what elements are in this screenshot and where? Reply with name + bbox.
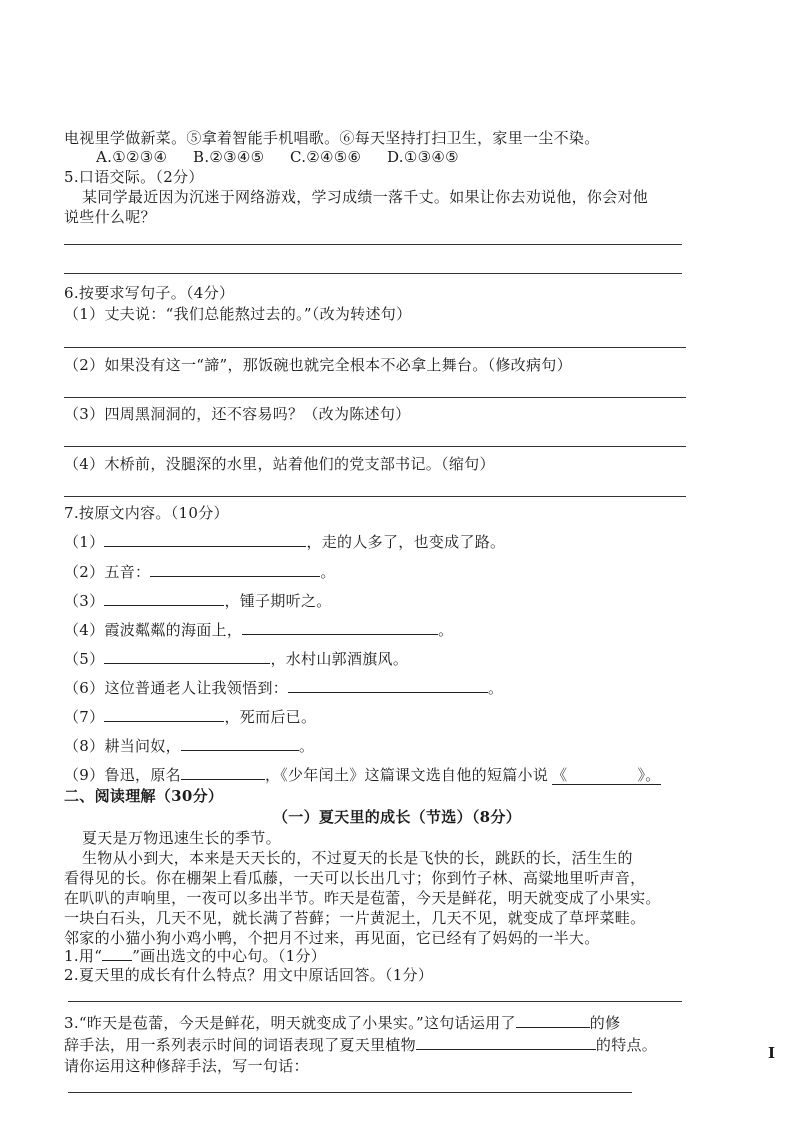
q6-item-2: （2）如果没有这一“諦”，那饭碗也就完全根本不必拿上舞台。（修改病句） xyxy=(64,356,572,374)
reading-q3-answer-line[interactable] xyxy=(68,1092,632,1093)
q6-item-1: （1）丈夫说：“我们总能熬过去的。”（改为转述句） xyxy=(64,305,412,323)
q7-item-2: （2）五音： 。 xyxy=(64,563,336,581)
q5-answer-line-1[interactable] xyxy=(64,244,682,245)
q6-answer-line-2[interactable] xyxy=(64,397,686,398)
q7-blank-8[interactable] xyxy=(181,735,299,751)
q7-blank-3[interactable] xyxy=(104,590,224,606)
q5-text-line2: 说些什么呢？ xyxy=(64,208,156,226)
q6-answer-line-1[interactable] xyxy=(64,347,686,348)
q7-blank-7[interactable] xyxy=(104,706,224,722)
reading-q3-line3: 请你运用这种修辞手法，写一句话： xyxy=(64,1057,309,1075)
q6-answer-line-3[interactable] xyxy=(64,446,686,447)
q5-answer-line-2[interactable] xyxy=(64,273,682,274)
q4-options xyxy=(96,147,484,167)
q6-item-4: （4）木桥前，没腿深的水里，站着他们的党支部书记。（缩句） xyxy=(64,455,495,473)
q7-item-6: （6）这位普通老人让我领悟到： 。 xyxy=(64,679,504,697)
q7-title: 7.按原文内容。（10分） xyxy=(64,504,229,522)
q4-option-c: C.②④⑤⑥ xyxy=(290,148,362,166)
q5-title: 5.口语交际。（2分） xyxy=(64,168,204,186)
passage-para2-line5: 邻家的小猫小狗小鸡小鸭，个把月不过来，再见面，它已经有了妈妈的一半大。 xyxy=(64,929,600,947)
q4-statement-tail: 电视里学做新菜。⑤拿着智能手机唱歌。⑥每天坚持打扫卫生，家里一尘不染。 xyxy=(64,129,600,147)
q7-blank-4[interactable] xyxy=(242,619,438,635)
passage-para2-line2: 看得见的长。你在棚架上看瓜藤，一天可以长出几寸；你到竹子林、高粱地里听声音， xyxy=(64,869,646,887)
q6-title: 6.按要求写句子。（4分） xyxy=(64,284,235,302)
q6-answer-line-4[interactable] xyxy=(64,496,686,497)
q7-item-5: （5） ，水村山郭酒旗风。 xyxy=(64,650,409,668)
reading-q2-answer-line[interactable] xyxy=(68,1001,682,1002)
reading-q3-line2: 辞手法，用一系列表示时间的词语表现了夏天里植物 的特点。 xyxy=(64,1036,658,1054)
section2-title: 二、阅读理解（30分） xyxy=(64,787,224,805)
q7-blank-9a[interactable] xyxy=(181,764,265,780)
q7-item-3: （3） ，锺子期听之。 xyxy=(64,592,332,610)
q7-blank-5[interactable] xyxy=(104,648,270,664)
reading-q1: 1.用“ ”画出选文的中心句。（1分） xyxy=(64,947,327,965)
passage-para2-line1: 生物从小到大，本来是天天长的，不过夏天的长是飞快的长，跳跃的长，活生生的 xyxy=(82,849,633,867)
q7-blank-2[interactable] xyxy=(150,561,320,577)
reading-q3-blank-2[interactable] xyxy=(416,1034,596,1050)
reading-q3-blank-1[interactable] xyxy=(516,1012,590,1028)
q6-item-3: （3）四周黑洞洞的，还不容易吗？（改为陈述句） xyxy=(64,405,411,423)
passage-para1: 夏天是万物迅速生长的季节。 xyxy=(82,829,281,847)
q7-item-8: （8）耕当问奴， 。 xyxy=(64,737,315,755)
q5-text-line1: 某同学最近因为沉迷于网络游戏，学习成绩一落千丈。如果让你去劝说他，你会对他 xyxy=(82,188,649,206)
q7-blank-6[interactable] xyxy=(288,677,488,693)
q4-option-d: D.①③④⑤ xyxy=(387,148,459,166)
q7-item-1: （1） ，走的人多了，也变成了路。 xyxy=(64,533,506,551)
q7-item-4: （4）霞波粼粼的海面上， 。 xyxy=(64,621,454,639)
q7-blank-1[interactable] xyxy=(104,531,306,547)
stray-mark: I xyxy=(768,1044,776,1062)
passage-title: （一）夏天里的成长（节选）（8分） xyxy=(272,808,522,826)
passage-para2-line4: 一块白石头，几天不见，就长满了苔藓；一片黄泥土，几天不见，就变成了草坪菜畦。 xyxy=(64,909,646,927)
reading-q3-line1: 3.“昨天是苞蕾，今天是鲜花，明天就变成了小果实。”这句话运用了 的修 xyxy=(64,1014,621,1032)
q7-item-7: （7） ，死而后已。 xyxy=(64,708,317,726)
q4-option-b: B.②③④⑤ xyxy=(193,148,265,166)
passage-para2-line3: 在叭叭的声响里，一夜可以多出半节。昨天是苞蕾，今天是鲜花，明天就变成了小果实。 xyxy=(64,889,661,907)
q7-item-9: （9）鲁迅，原名 ，《少年闰土》这篇课文选自他的短篇小说 《 》。 xyxy=(64,766,661,784)
reading-q2: 2.夏天里的成长有什么特点？用文中原话回答。（1分） xyxy=(64,966,434,984)
q4-option-a: A.①②③④ xyxy=(96,148,168,166)
